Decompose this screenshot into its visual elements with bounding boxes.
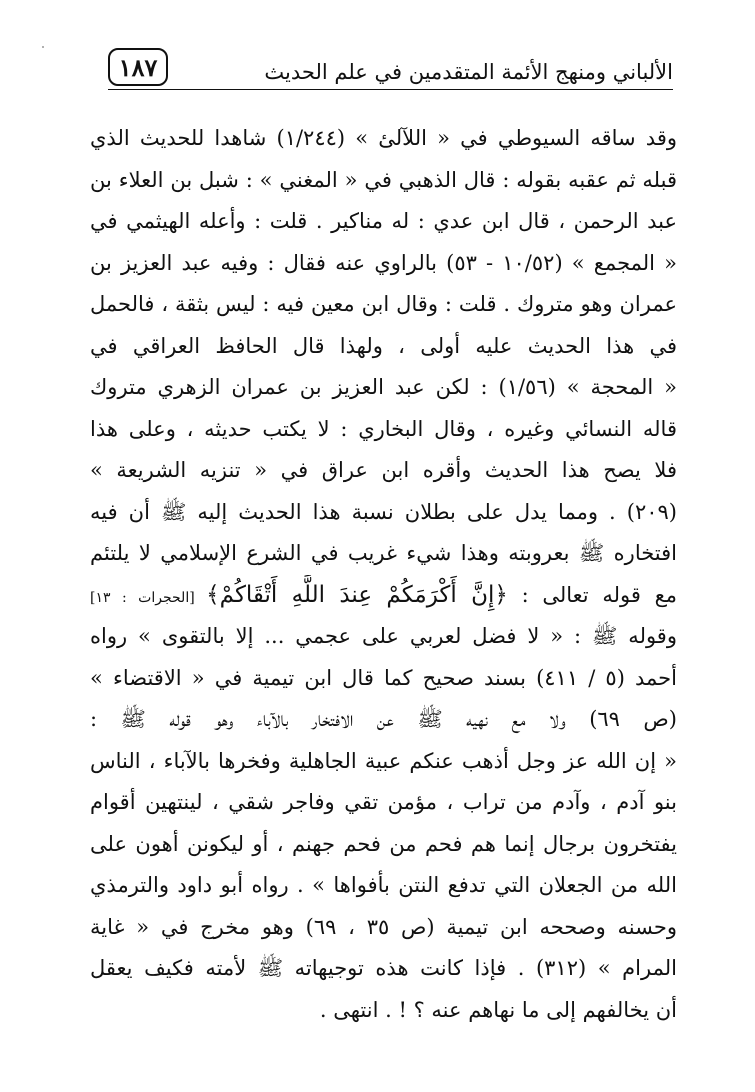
- body-text: [90, 118, 677, 1031]
- text-line: أن يخالفهم إلى ما نهاهم عنه ؟ ! . انتهى .: [319, 997, 677, 1022]
- text-line: (ص ٦٩) ولا مع نهيه ﷺ عن الافتخار بالآباء وهو قوله ﷺ :: [90, 707, 677, 731]
- text-line: « المحجة » (١/٥٦) : لكن عبد العزيز بن عمران الزهري متروك: [90, 375, 677, 399]
- text-line: وقوله ﷺ : « لا فضل لعربي على عجمي ... إلا بالتقوى » رواه: [90, 624, 677, 648]
- text-line: عمران وهو متروك . قلت : وقال ابن معين فيه : ليس بثقة ، فالحمل: [90, 292, 677, 316]
- text-line: قبله ثم عقبه بقوله : قال الذهبي في « المغني » : شبل بن العلاء بن: [90, 167, 677, 192]
- page-number: ١٨٧: [108, 48, 168, 86]
- text-line: في هذا الحديث عليه أولى ، ولهذا قال الحافظ العراقي في: [90, 333, 677, 358]
- text-line: يفتخرون برجال إنما هم فحم من فحم جهنم ، أو ليكونن أهون على: [90, 831, 677, 856]
- text-line: الله من الجعلان التي تدفع النتن بأفواها » . رواه أبو داود والترمذي: [90, 873, 677, 897]
- text-line: المرام » (٣١٢) . فإذا كانت هذه توجيهاته ﷺ لأمته فكيف يعقل: [90, 956, 677, 980]
- verse-reference: [الحجرات : ١٣]: [90, 589, 207, 606]
- verse-intro: مع قوله تعالى :: [507, 582, 677, 607]
- text-line: فلا يصح هذا الحديث وأقره ابن عراق في « تنزيه الشريعة »: [90, 458, 677, 482]
- text-line: « إن الله عز وجل أذهب عنكم عبية الجاهلية وفخرها بالآباء ، الناس: [90, 748, 677, 773]
- running-title: الألباني ومنهج الأئمة المتقدمين في علم الحديث: [264, 60, 673, 84]
- text-line: وحسنه وصححه ابن تيمية (ص ٣٥ ، ٦٩) وهو مخرج في « غاية: [90, 914, 677, 939]
- text-line: أحمد (٥ / ٤١١) بسند صحيح كما قال ابن تيمية في « الاقتضاء »: [90, 665, 677, 690]
- quran-verse-line: [90, 575, 677, 617]
- text-line: وقد ساقه السيوطي في « اللآلئ » (١/٢٤٤) شاهدا للحديث الذي: [90, 126, 677, 150]
- header-divider: [108, 89, 673, 90]
- text-line: عبد الرحمن ، قال ابن عدي : له مناكير . قلت : وأعله الهيثمي في: [90, 209, 677, 233]
- quran-verse: ﴿إِنَّ أَكْرَمَكُمْ عِندَ اللَّهِ أَتْقَاكُمْ﴾: [206, 581, 508, 608]
- text-line: بنو آدم ، وآدم من تراب ، مؤمن تقي وفاجر شقي ، لينتهين أقوام: [90, 790, 677, 814]
- text-line: قاله النسائي وغيره ، وقال البخاري : لا يكتب حديثه ، وعلى هذا: [90, 416, 677, 441]
- page-header: [108, 46, 673, 90]
- text-line: افتخاره ﷺ بعروبته وهذا شيء غريب في الشرع الإسلامي لا يلتئم: [90, 541, 677, 565]
- text-line: (٢٠٩) . ومما يدل على بطلان نسبة هذا الحديث إليه ﷺ أن فيه: [90, 499, 677, 524]
- margin-mark: [42, 46, 44, 48]
- text-line: « المجمع » (١٠/٥٢ - ٥٣) بالراوي عنه فقال : وفيه عبد العزيز بن: [90, 250, 677, 275]
